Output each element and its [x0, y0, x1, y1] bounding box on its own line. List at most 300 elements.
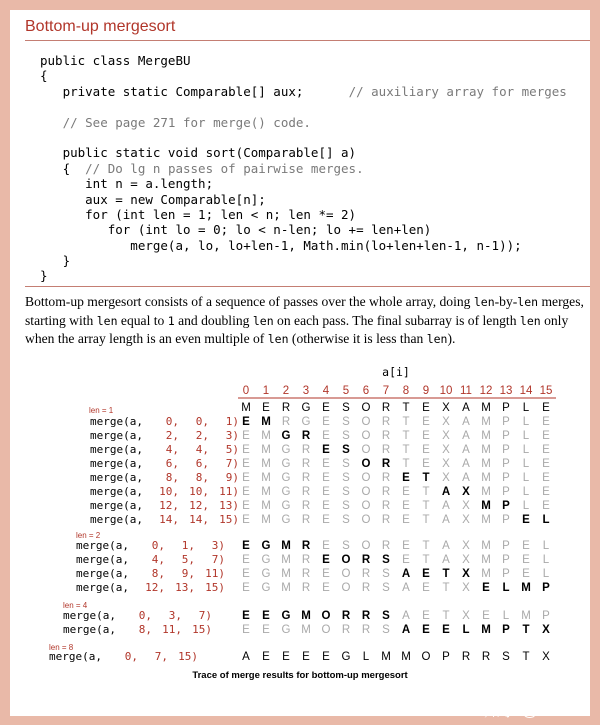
trace-letter: R — [381, 500, 391, 512]
trace-letter: P — [502, 416, 510, 428]
trace-letter: E — [322, 430, 330, 442]
trace-letter: M — [481, 568, 491, 580]
trace-letter: R — [461, 651, 471, 663]
merge-call: 5, — [181, 553, 195, 566]
trace-letter: S — [342, 486, 350, 498]
trace-letter: G — [261, 568, 271, 580]
trace-letter: E — [522, 568, 530, 580]
trace-letter: M — [481, 500, 491, 512]
index-label: 7 — [382, 385, 390, 397]
merge-call: 6, — [195, 457, 209, 470]
trace-letter: M — [261, 416, 271, 428]
trace-letter: X — [442, 416, 450, 428]
trace-letter: E — [542, 486, 550, 498]
trace-letter: L — [522, 500, 530, 512]
trace-letter: G — [341, 651, 351, 663]
trace-letter: P — [502, 486, 510, 498]
trace-letter: O — [321, 610, 331, 622]
trace-letter: E — [322, 402, 330, 414]
trace-letter: R — [301, 472, 311, 484]
trace-letter: G — [281, 458, 291, 470]
merge-call: 13, — [175, 581, 195, 594]
trace-letter: S — [342, 500, 350, 512]
merge-call: merge(a, — [76, 553, 129, 566]
trace-letter: M — [261, 458, 271, 470]
trace-letter: M — [521, 582, 531, 594]
trace-letter: A — [442, 514, 450, 526]
trace-letter: L — [362, 651, 370, 663]
merge-call: merge(a, — [63, 609, 116, 622]
pass-label: len = 8 — [49, 643, 74, 652]
trace-letter: S — [342, 472, 350, 484]
code-line: merge(a, lo, lo+len-1, Math.min(lo+len+len-1, n-1)); — [40, 237, 522, 253]
trace-letter: L — [542, 554, 550, 566]
merge-call: 15) — [205, 581, 225, 594]
trace-letter: E — [322, 500, 330, 512]
trace-letter: E — [422, 444, 430, 456]
trace-letter: R — [301, 486, 311, 498]
trace-letter: X — [542, 651, 550, 663]
trace-letter: E — [322, 568, 330, 580]
trace-letter: M — [281, 582, 291, 594]
merge-call: 11) — [205, 567, 225, 580]
trace-letter: T — [422, 540, 430, 552]
merge-call: 5) — [225, 443, 239, 456]
trace-letter: E — [542, 430, 550, 442]
trace-letter: M — [481, 514, 491, 526]
trace-letter: P — [542, 582, 550, 594]
trace-letter: T — [422, 486, 430, 498]
merge-call: 6, — [165, 457, 179, 470]
trace-letter: E — [322, 458, 330, 470]
merge-call: 3) — [225, 429, 239, 442]
index-label: 5 — [342, 385, 350, 397]
code-line: { — [40, 68, 48, 84]
trace-letter: P — [502, 568, 510, 580]
trace-letter: S — [342, 458, 350, 470]
merge-call: 8, — [151, 567, 165, 580]
merge-call: merge(a, — [76, 567, 129, 580]
trace-letter: E — [322, 444, 330, 456]
trace-letter: X — [442, 430, 450, 442]
trace-letter: E — [322, 486, 330, 498]
trace-letter: X — [442, 402, 450, 414]
trace-letter: X — [462, 514, 470, 526]
merge-call: 0, — [165, 415, 179, 428]
trace-letter: O — [361, 540, 371, 552]
trace-letter: E — [242, 610, 250, 622]
merge-call: merge(a, — [90, 457, 143, 470]
trace-letter: E — [422, 416, 430, 428]
merge-call: 15) — [219, 513, 239, 526]
trace-letter: R — [361, 554, 371, 566]
trace-letter: E — [402, 554, 410, 566]
merge-call: 4, — [151, 553, 165, 566]
trace-letter: M — [481, 540, 491, 552]
merge-call: 4, — [195, 443, 209, 456]
trace-letter: R — [361, 624, 371, 636]
trace-letter: T — [402, 458, 410, 470]
trace-letter: S — [382, 568, 390, 580]
trace-letter: M — [481, 444, 491, 456]
trace-letter: S — [342, 444, 350, 456]
trace-letter: X — [442, 458, 450, 470]
trace-letter: T — [422, 514, 430, 526]
trace-letter: E — [262, 651, 270, 663]
trace-letter: T — [422, 500, 430, 512]
trace-letter: S — [382, 582, 390, 594]
trace-letter: M — [481, 416, 491, 428]
trace-letter: R — [381, 514, 391, 526]
merge-call: merge(a, — [90, 443, 143, 456]
merge-call: merge(a, — [90, 429, 143, 442]
trace-letter: E — [322, 514, 330, 526]
trace-letter: O — [341, 582, 351, 594]
trace-letter: A — [442, 540, 450, 552]
trace-letter: R — [301, 514, 311, 526]
merge-call: 11) — [219, 485, 239, 498]
pass-label: len = 4 — [63, 601, 88, 610]
merge-call: 9) — [225, 471, 239, 484]
trace-letter: E — [402, 500, 410, 512]
trace-letter: M — [301, 624, 311, 636]
merge-call: 3, — [168, 609, 182, 622]
trace-letter: S — [342, 514, 350, 526]
index-label: 2 — [282, 385, 290, 397]
trace-letter: R — [301, 444, 311, 456]
trace-letter: M — [481, 554, 491, 566]
trace-letter: R — [281, 402, 291, 414]
trace-letter: E — [422, 624, 430, 636]
index-label: 14 — [519, 385, 533, 397]
merge-trace — [10, 10, 590, 716]
trace-letter: E — [422, 402, 430, 414]
trace-letter: R — [381, 444, 391, 456]
trace-letter: G — [281, 444, 291, 456]
trace-letter: P — [502, 554, 510, 566]
trace-letter: S — [342, 540, 350, 552]
merge-call: 10, — [159, 485, 179, 498]
trace-letter: O — [341, 554, 351, 566]
trace-letter: X — [462, 554, 470, 566]
trace-letter: G — [281, 610, 291, 622]
trace-letter: T — [522, 624, 530, 636]
merge-call: 0, — [124, 650, 138, 663]
trace-letter: E — [482, 582, 490, 594]
trace-letter: A — [401, 624, 411, 636]
pass-label: len = 2 — [76, 531, 101, 540]
trace-letter: E — [242, 472, 250, 484]
trace-letter: O — [361, 430, 371, 442]
trace-letter: L — [522, 416, 530, 428]
trace-letter: G — [281, 624, 291, 636]
trace-letter: T — [422, 472, 430, 484]
merge-call: merge(a, — [90, 485, 143, 498]
trace-letter: E — [262, 402, 270, 414]
trace-letter: R — [361, 610, 371, 622]
trace-letter: E — [542, 500, 550, 512]
trace-letter: E — [322, 540, 330, 552]
trace-letter: E — [322, 582, 330, 594]
index-label: 0 — [242, 385, 250, 397]
trace-letter: T — [442, 568, 450, 580]
trace-letter: S — [502, 651, 510, 663]
trace-letter: P — [502, 514, 510, 526]
merge-call: 0, — [195, 415, 209, 428]
trace-letter: M — [481, 430, 491, 442]
trace-letter: G — [301, 416, 311, 428]
trace-letter: T — [402, 444, 410, 456]
merge-call: merge(a, — [90, 513, 143, 526]
trace-letter: O — [321, 624, 331, 636]
index-label: 12 — [479, 385, 493, 397]
trace-letter: O — [361, 472, 371, 484]
trace-letter: R — [301, 500, 311, 512]
trace-letter: E — [522, 540, 530, 552]
trace-letter: X — [462, 610, 470, 622]
code-line: aux = new Comparable[n]; — [40, 191, 266, 207]
trace-letter: G — [261, 582, 271, 594]
trace-letter: R — [301, 568, 311, 580]
trace-letter: G — [261, 554, 271, 566]
trace-letter: E — [242, 554, 250, 566]
index-label: 3 — [302, 385, 310, 397]
trace-letter: T — [422, 554, 430, 566]
trace-letter: T — [442, 582, 450, 594]
trace-letter: P — [502, 472, 510, 484]
trace-letter: E — [242, 582, 250, 594]
trace-letter: R — [381, 458, 391, 470]
code-line: public class MergeBU — [40, 53, 191, 68]
trace-letter: E — [242, 486, 250, 498]
trace-letter: E — [242, 624, 250, 636]
index-label: 9 — [422, 385, 430, 397]
code-line: for (int lo = 0; lo < n-len; lo += len+len) — [40, 222, 432, 238]
trace-letter: E — [522, 514, 530, 526]
trace-letter: M — [281, 540, 291, 552]
trace-letter: O — [361, 416, 371, 428]
trace-letter: S — [342, 416, 350, 428]
merge-call: 15) — [178, 650, 198, 663]
trace-letter: E — [242, 458, 250, 470]
trace-letter: E — [402, 472, 410, 484]
trace-letter: E — [402, 486, 410, 498]
trace-letter: A — [442, 554, 450, 566]
merge-call: 7) — [211, 553, 225, 566]
trace-letter: M — [241, 402, 251, 414]
merge-call: 7) — [198, 609, 212, 622]
index-label: 13 — [499, 385, 513, 397]
description-paragraph: Bottom-up mergesort consists of a sequence of passes over the whole array, doing len-by-len merges, starting with len equal to 1 and doubling len on each pass. The final subarray is of length len only when the array length is an even multiple of len (otherwise it is less than len). — [25, 294, 584, 346]
trace-letter: T — [442, 610, 450, 622]
trace-letter: E — [402, 540, 410, 552]
trace-letter: E — [542, 402, 550, 414]
trace-letter: E — [262, 624, 270, 636]
watermark: 知乎 @Jason — [484, 703, 584, 720]
merge-call: 11, — [162, 623, 182, 636]
trace-letter: E — [322, 472, 330, 484]
trace-letter: M — [481, 402, 491, 414]
trace-letter: M — [481, 458, 491, 470]
trace-letter: O — [361, 514, 371, 526]
trace-letter: M — [261, 430, 271, 442]
trace-letter: G — [281, 430, 291, 442]
trace-letter: P — [502, 402, 510, 414]
trace-letter: P — [502, 540, 510, 552]
trace-letter: L — [502, 610, 510, 622]
trace-letter: E — [322, 554, 330, 566]
trace-letter: R — [301, 554, 311, 566]
trace-letter: E — [242, 430, 250, 442]
trace-letter: M — [261, 472, 271, 484]
index-label: 15 — [539, 385, 553, 397]
merge-call: 14, — [159, 513, 179, 526]
trace-letter: R — [381, 472, 391, 484]
code-line: { // Do lg n passes of pairwise merges. — [40, 160, 364, 176]
trace-letter: M — [261, 486, 271, 498]
trace-letter: X — [442, 472, 450, 484]
trace-letter: O — [341, 568, 351, 580]
code-line: public static void sort(Comparable[] a) — [40, 145, 357, 161]
merge-call: 0, — [151, 539, 165, 552]
trace-letter: E — [262, 610, 270, 622]
section-heading: Bottom-up mergesort — [25, 18, 176, 35]
merge-call: 8, — [138, 623, 152, 636]
trace-letter: E — [522, 554, 530, 566]
trace-letter: R — [381, 540, 391, 552]
merge-call: merge(a, — [63, 623, 116, 636]
code-line: } — [40, 253, 71, 269]
trace-letter: L — [522, 458, 530, 470]
trace-letter: M — [521, 610, 531, 622]
trace-letter: E — [242, 540, 250, 552]
trace-letter: M — [261, 444, 271, 456]
merge-call: 15) — [192, 623, 212, 636]
trace-letter: L — [522, 472, 530, 484]
trace-letter: E — [242, 500, 250, 512]
array-label: a[i] — [382, 365, 410, 379]
trace-letter: R — [361, 582, 371, 594]
trace-letter: E — [422, 568, 430, 580]
trace-letter: E — [542, 472, 550, 484]
trace-letter: X — [462, 500, 470, 512]
trace-letter: R — [341, 624, 351, 636]
trace-letter: O — [361, 458, 371, 470]
trace-letter: E — [422, 582, 430, 594]
trace-letter: A — [242, 651, 250, 663]
merge-call: 9, — [181, 567, 195, 580]
trace-letter: E — [482, 610, 490, 622]
trace-letter: M — [481, 486, 491, 498]
trace-letter: M — [301, 610, 311, 622]
trace-letter: E — [322, 651, 330, 663]
trace-letter: A — [401, 568, 411, 580]
trace-letter: E — [242, 444, 250, 456]
trace-letter: A — [441, 486, 451, 498]
merge-call: merge(a, — [90, 471, 143, 484]
index-label: 8 — [402, 385, 410, 397]
trace-letter: L — [522, 444, 530, 456]
trace-letter: X — [462, 568, 470, 580]
trace-letter: R — [301, 430, 311, 442]
trace-letter: L — [522, 402, 530, 414]
trace-letter: T — [402, 402, 410, 414]
trace-letter: M — [481, 472, 491, 484]
trace-caption: Trace of merge results for bottom-up mergesort — [192, 670, 408, 681]
trace-letter: A — [402, 610, 410, 622]
merge-call: 7, — [154, 650, 168, 663]
trace-letter: E — [542, 416, 550, 428]
trace-letter: A — [402, 582, 410, 594]
trace-letter: S — [342, 430, 350, 442]
index-label: 10 — [439, 385, 453, 397]
trace-letter: E — [282, 651, 290, 663]
trace-letter: E — [442, 624, 450, 636]
trace-letter: P — [502, 458, 510, 470]
trace-letter: X — [542, 624, 550, 636]
trace-letter: L — [522, 486, 530, 498]
index-label: 4 — [322, 385, 330, 397]
code-line: private static Comparable[] aux; // auxiliary array for merges — [40, 83, 567, 99]
merge-call: 1) — [225, 415, 239, 428]
trace-letter: A — [442, 500, 450, 512]
merge-call: 2, — [195, 429, 209, 442]
trace-letter: R — [301, 540, 311, 552]
trace-letter: S — [382, 554, 390, 566]
trace-letter: E — [542, 444, 550, 456]
trace-letter: X — [462, 582, 470, 594]
merge-call: 12, — [159, 499, 179, 512]
trace-letter: T — [402, 430, 410, 442]
trace-letter: L — [542, 568, 550, 580]
trace-letter: X — [462, 540, 470, 552]
trace-letter: R — [381, 416, 391, 428]
trace-letter: T — [402, 416, 410, 428]
trace-letter: M — [401, 651, 411, 663]
trace-letter: M — [281, 568, 291, 580]
merge-call: 1, — [181, 539, 195, 552]
trace-letter: L — [522, 430, 530, 442]
trace-letter: G — [281, 472, 291, 484]
trace-letter: E — [242, 416, 250, 428]
merge-call: merge(a, — [76, 581, 129, 594]
trace-letter: E — [322, 416, 330, 428]
trace-letter: O — [361, 486, 371, 498]
merge-call: 13) — [219, 499, 239, 512]
trace-letter: E — [302, 651, 310, 663]
trace-letter: P — [502, 444, 510, 456]
trace-letter: R — [381, 430, 391, 442]
trace-letter: M — [381, 651, 391, 663]
trace-letter: S — [382, 610, 390, 622]
trace-letter: G — [281, 486, 291, 498]
trace-letter: R — [481, 651, 491, 663]
trace-letter: R — [381, 402, 391, 414]
trace-letter: A — [462, 430, 470, 442]
code-line: for (int len = 1; len < n; len *= 2) — [40, 206, 357, 222]
merge-call: 10, — [189, 485, 209, 498]
trace-letter: A — [462, 416, 470, 428]
trace-letter: M — [481, 624, 491, 636]
trace-letter: M — [261, 514, 271, 526]
trace-letter: A — [462, 402, 470, 414]
trace-letter: A — [462, 472, 470, 484]
trace-letter: T — [522, 651, 530, 663]
trace-letter: E — [422, 610, 430, 622]
trace-letter: P — [442, 651, 450, 663]
trace-letter: L — [542, 514, 550, 526]
merge-call: 0, — [138, 609, 152, 622]
